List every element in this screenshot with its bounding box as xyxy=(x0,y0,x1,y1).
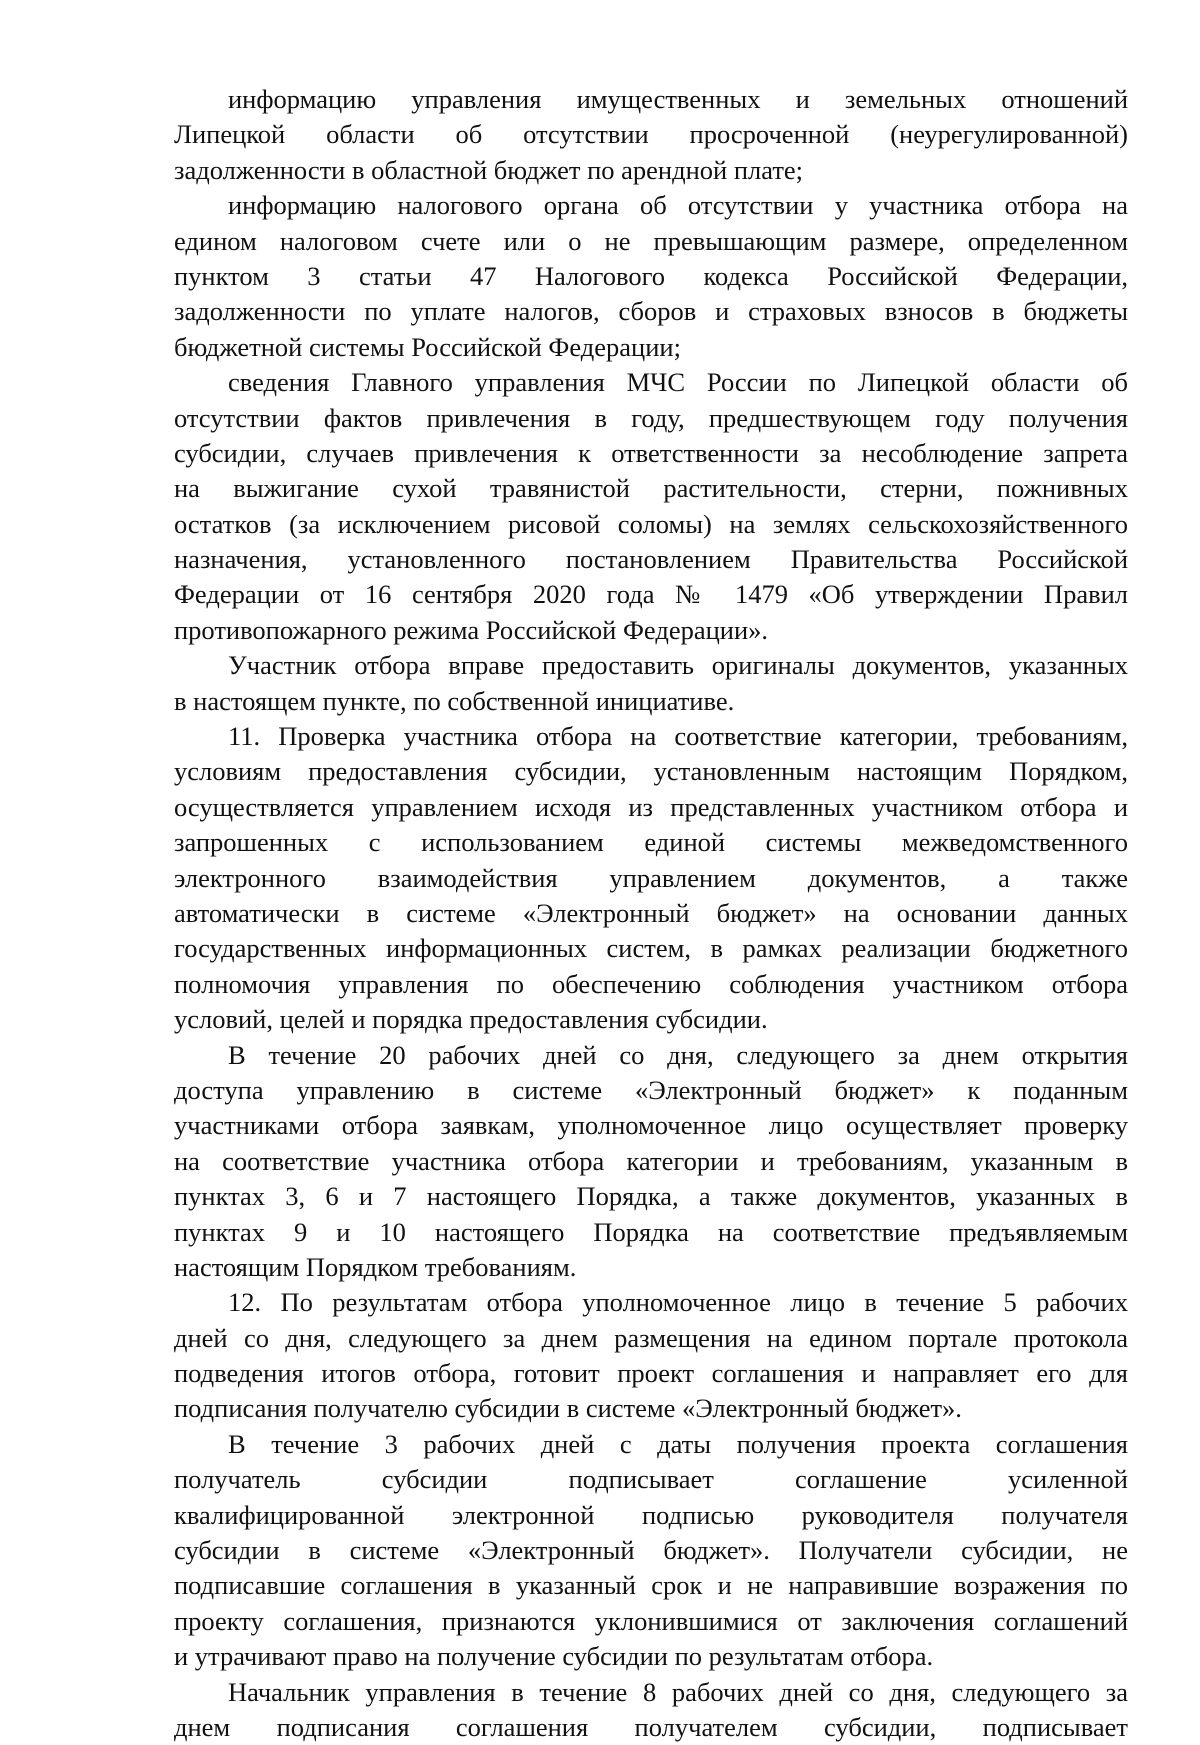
text-line: В течение 3 рабочих дней с даты получения проекта соглашения xyxy=(228,1428,1128,1459)
text-line: полномочия управления по обеспечению соблюдения участником отбора xyxy=(174,968,1128,999)
text-line: условиям предоставления субсидии, установленным настоящим Порядком, xyxy=(174,756,1128,787)
paragraph xyxy=(174,188,1128,365)
text-line: проекту соглашения, признаются уклонившимися от заключения соглашений xyxy=(174,1605,1128,1636)
text-line: едином налоговом счете или о не превышающим размере, определенном xyxy=(174,225,1128,256)
text-line: получатель субсидии подписывает соглашение усиленной xyxy=(174,1464,1128,1495)
text-line: квалифицированной электронной подписью руководителя получателя xyxy=(174,1499,1128,1530)
text-line: 12. По результатам отбора уполномоченное лицо в течение 5 рабочих xyxy=(228,1287,1128,1318)
text-line: дней со дня, следующего за днем размещения на едином портале протокола xyxy=(174,1322,1128,1353)
text-line: электронного взаимодействия управлением документов, а также xyxy=(174,862,1128,893)
text-line: запрошенных с использованием единой системы межведомственного xyxy=(174,827,1128,858)
text-line: на соответствие участника отбора категории и требованиям, указанным в xyxy=(174,1145,1128,1176)
text-line: государственных информационных систем, в рамках реализации бюджетного xyxy=(174,933,1128,964)
text-line: в настоящем пункте, по собственной инициативе. xyxy=(174,685,735,716)
text-line: подведения итогов отбора, готовит проект соглашения и направляет его для xyxy=(174,1358,1128,1389)
text-line: субсидии в системе «Электронный бюджет». Получатели субсидии, не xyxy=(174,1535,1128,1566)
document-body xyxy=(174,82,1128,1745)
text-line: информацию управления имущественных и земельных отношений xyxy=(228,84,1128,114)
text-line: противопожарного режима Российской Федерации». xyxy=(174,614,769,645)
paragraph xyxy=(174,1427,1128,1675)
text-line: на выжигание сухой травянистой растительности, стерни, пожнивных xyxy=(174,473,1128,504)
text-line: субсидии, случаев привлечения к ответственности за несоблюдение запрета xyxy=(174,437,1128,468)
paragraph xyxy=(174,82,1128,188)
text-line: Федерации от 16 сентября 2020 года № 1479 «Об утверждении Правил xyxy=(174,579,1128,610)
text-line: и утрачивают право на получение субсидии по результатам отбора. xyxy=(174,1641,934,1672)
text-line: Начальник управления в течение 8 рабочих дней со дня, следующего за xyxy=(228,1676,1128,1707)
text-line: задолженности по уплате налогов, сборов и страховых взносов в бюджеты xyxy=(174,296,1128,327)
text-line: Участник отбора вправе предоставить оригиналы документов, указанных xyxy=(228,650,1128,681)
text-line: информацию налогового органа об отсутствии у участника отбора на xyxy=(228,190,1128,221)
text-line: задолженности в областной бюджет по арендной плате; xyxy=(174,154,804,185)
text-line: настоящим Порядком требованиям. xyxy=(174,1251,577,1282)
paragraph xyxy=(174,719,1128,1038)
text-line: назначения, установленного постановлением Правительства Российской xyxy=(174,544,1128,575)
text-line: В течение 20 рабочих дней со дня, следующего за днем открытия xyxy=(228,1039,1128,1070)
text-line: днем подписания соглашения получателем субсидии, подписывает xyxy=(174,1711,1128,1742)
text-line: пунктом 3 статьи 47 Налогового кодекса Российской Федерации, xyxy=(174,260,1128,291)
text-line: автоматически в системе «Электронный бюджет» на основании данных xyxy=(174,897,1128,928)
text-line: подписавшие соглашения в указанный срок и не направившие возражения по xyxy=(174,1570,1128,1601)
text-line: пунктах 3, 6 и 7 настоящего Порядка, а также документов, указанных в xyxy=(174,1181,1128,1212)
text-line: участниками отбора заявкам, уполномоченное лицо осуществляет проверку xyxy=(174,1110,1128,1141)
paragraph xyxy=(174,1038,1128,1286)
text-line: осуществляется управлением исходя из представленных участником отбора и xyxy=(174,791,1128,822)
text-line: бюджетной системы Российской Федерации; xyxy=(174,331,681,362)
paragraph xyxy=(174,1285,1128,1427)
text-line: остатков (за исключением рисовой соломы) на землях сельскохозяйственного xyxy=(174,508,1128,539)
text-line: подписания получателю субсидии в системе «Электронный бюджет». xyxy=(174,1393,962,1424)
text-line: отсутствии фактов привлечения в году, предшествующем году получения xyxy=(174,402,1128,433)
text-line: Липецкой области об отсутствии просроченной (неурегулированной) xyxy=(174,119,1128,150)
text-line: сведения Главного управления МЧС России по Липецкой области об xyxy=(228,367,1128,398)
paragraph xyxy=(174,1675,1128,1745)
text-line: пунктах 9 и 10 настоящего Порядка на соответствие предъявляемым xyxy=(174,1216,1128,1247)
paragraph xyxy=(174,365,1128,648)
text-line: 11. Проверка участника отбора на соответствие категории, требованиям, xyxy=(228,721,1128,752)
paragraph xyxy=(174,648,1128,719)
text-line: условий, целей и порядка предоставления субсидии. xyxy=(174,1004,768,1035)
text-line: доступа управлению в системе «Электронный бюджет» к поданным xyxy=(174,1074,1128,1105)
